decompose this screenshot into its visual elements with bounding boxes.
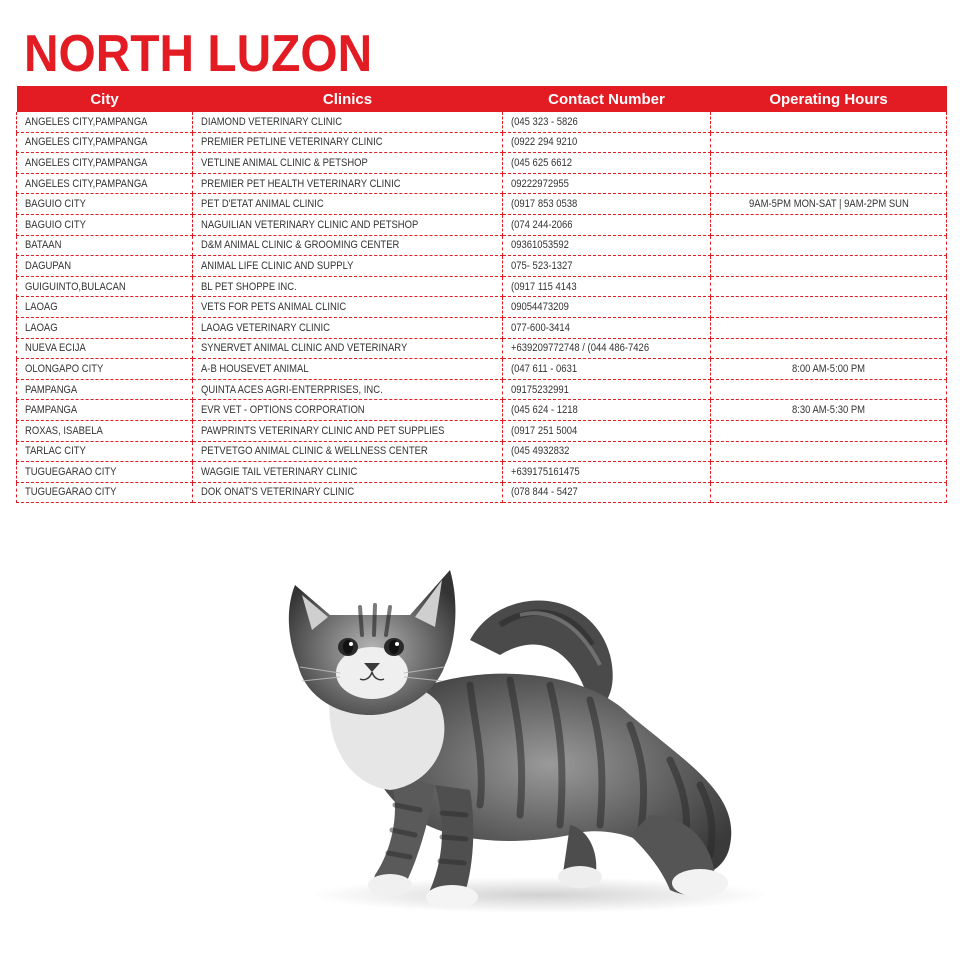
cell-operating-hours <box>711 379 947 400</box>
cell-city <box>17 441 193 462</box>
cell-contact-number-text: (0922 294 9210 <box>511 136 578 149</box>
cell-operating-hours <box>711 173 947 194</box>
cell-operating-hours <box>711 235 947 256</box>
table-row <box>17 482 947 503</box>
cell-clinic-text: DIAMOND VETERINARY CLINIC <box>201 115 343 128</box>
cell-clinic-text: LAOAG VETERINARY CLINIC <box>201 321 330 334</box>
header-contact-number: Contact Number <box>503 86 711 112</box>
cell-contact-number-text: (0917 115 4143 <box>511 280 577 293</box>
cell-operating-hours <box>711 338 947 359</box>
cell-operating-hours <box>711 276 947 297</box>
cell-contact-number <box>503 462 711 483</box>
cell-city <box>17 482 193 503</box>
cell-clinic-text: ANIMAL LIFE CLINIC AND SUPPLY <box>201 259 354 272</box>
cell-city <box>17 420 193 441</box>
cell-clinic-text: PETVETGO ANIMAL CLINIC & WELLNESS CENTER <box>201 445 428 458</box>
cell-contact-number <box>503 276 711 297</box>
cell-clinic <box>193 173 503 194</box>
cell-contact-number-text: +639175161475 <box>511 465 580 478</box>
cell-clinic <box>193 297 503 318</box>
cell-contact-number-text: (0917 251 5004 <box>511 424 578 437</box>
cell-contact-number <box>503 214 711 235</box>
cell-operating-hours <box>711 400 947 421</box>
cell-contact-number <box>503 359 711 380</box>
table-header-row <box>17 86 947 112</box>
cell-clinic <box>193 235 503 256</box>
cell-city <box>17 112 193 132</box>
cell-city <box>17 153 193 174</box>
table-row <box>17 441 947 462</box>
cell-contact-number-text: 09175232991 <box>511 383 569 396</box>
cell-operating-hours <box>711 214 947 235</box>
cell-operating-hours <box>711 420 947 441</box>
cell-clinic-text: PET D'ETAT ANIMAL CLINIC <box>201 198 324 211</box>
cell-contact-number-text: 09222972955 <box>511 177 569 190</box>
cell-clinic-text: D&M ANIMAL CLINIC & GROOMING CENTER <box>201 239 400 252</box>
cell-clinic-text: NAGUILIAN VETERINARY CLINIC AND PETSHOP <box>201 218 419 231</box>
cell-contact-number <box>503 400 711 421</box>
table-row <box>17 276 947 297</box>
cell-city <box>17 132 193 153</box>
cell-city-text: GUIGUINTO,BULACAN <box>25 280 126 293</box>
cell-city <box>17 338 193 359</box>
cell-city-text: ANGELES CITY,PAMPANGA <box>25 115 148 128</box>
cell-contact-number <box>503 338 711 359</box>
cell-city <box>17 462 193 483</box>
cell-city-text: TARLAC CITY <box>25 445 86 458</box>
cell-operating-hours <box>711 132 947 153</box>
cell-contact-number-text: 077-600-3414 <box>511 321 570 334</box>
cell-contact-number <box>503 112 711 132</box>
cell-operating-hours <box>711 359 947 380</box>
cell-city-text: ANGELES CITY,PAMPANGA <box>25 136 148 149</box>
cell-clinic <box>193 482 503 503</box>
cell-city-text: OLONGAPO CITY <box>25 362 104 375</box>
cell-city <box>17 214 193 235</box>
cell-contact-number-text: (045 625 6612 <box>511 156 573 169</box>
cell-operating-hours <box>711 297 947 318</box>
cell-clinic-text: SYNERVET ANIMAL CLINIC AND VETERINARY <box>201 342 408 355</box>
header-city: City <box>17 86 193 112</box>
header-clinics: Clinics <box>193 86 503 112</box>
cell-clinic <box>193 132 503 153</box>
cell-city <box>17 359 193 380</box>
cell-city-text: BAGUIO CITY <box>25 218 86 231</box>
cell-city <box>17 194 193 215</box>
cell-contact-number <box>503 256 711 277</box>
cell-city <box>17 173 193 194</box>
table-row <box>17 214 947 235</box>
cell-city-text: ANGELES CITY,PAMPANGA <box>25 177 148 190</box>
cell-contact-number <box>503 379 711 400</box>
cell-city <box>17 256 193 277</box>
cell-contact-number-text: (078 844 - 5427 <box>511 486 578 499</box>
table-row <box>17 420 947 441</box>
cell-clinic-text: VETS FOR PETS ANIMAL CLINIC <box>201 301 347 314</box>
table-row <box>17 256 947 277</box>
cell-clinic <box>193 379 503 400</box>
cell-contact-number-text: 075- 523-1327 <box>511 259 573 272</box>
table-row <box>17 194 947 215</box>
cell-clinic <box>193 214 503 235</box>
table-row <box>17 462 947 483</box>
cell-operating-hours <box>711 482 947 503</box>
cell-operating-hours <box>711 153 947 174</box>
cell-contact-number <box>503 441 711 462</box>
cell-clinic-text: PAWPRINTS VETERINARY CLINIC AND PET SUPPLIES <box>201 424 445 437</box>
cell-contact-number <box>503 420 711 441</box>
table-row <box>17 338 947 359</box>
cell-contact-number-text: +639209772748 / (044 486-7426 <box>511 342 650 355</box>
cell-city-text: NUEVA ECIJA <box>25 342 86 355</box>
cell-contact-number <box>503 194 711 215</box>
header-operating-hours: Operating Hours <box>711 86 947 112</box>
table-row <box>17 317 947 338</box>
cell-contact-number-text: (0917 853 0538 <box>511 198 578 211</box>
table-row <box>17 297 947 318</box>
cell-city <box>17 297 193 318</box>
cell-city-text: BAGUIO CITY <box>25 198 86 211</box>
cell-clinic-text: PREMIER PET HEALTH VETERINARY CLINIC <box>201 177 401 190</box>
cell-operating-hours <box>711 256 947 277</box>
cell-clinic <box>193 359 503 380</box>
cell-contact-number-text: 09054473209 <box>511 301 569 314</box>
cell-city <box>17 400 193 421</box>
cell-contact-number <box>503 235 711 256</box>
cell-contact-number-text: (047 611 - 0631 <box>511 362 578 375</box>
cell-contact-number <box>503 482 711 503</box>
cell-clinic <box>193 462 503 483</box>
cell-city-text: PAMPANGA <box>25 383 78 396</box>
cell-city-text: TUGUEGARAO CITY <box>25 465 117 478</box>
cell-city <box>17 235 193 256</box>
table-row <box>17 132 947 153</box>
cell-clinic-text: QUINTA ACES AGRI-ENTERPRISES, INC. <box>201 383 383 396</box>
cell-city <box>17 379 193 400</box>
cell-contact-number-text: 09361053592 <box>511 239 569 252</box>
cell-clinic-text: PREMIER PETLINE VETERINARY CLINIC <box>201 136 383 149</box>
cell-contact-number-text: (074 244-2066 <box>511 218 573 231</box>
cell-city-text: DAGUPAN <box>25 259 72 272</box>
cell-city <box>17 276 193 297</box>
table-row <box>17 173 947 194</box>
cell-contact-number <box>503 132 711 153</box>
cell-city-text: ROXAS, ISABELA <box>25 424 103 437</box>
cell-clinic <box>193 338 503 359</box>
cell-contact-number-text: (045 4932832 <box>511 445 570 458</box>
table-row <box>17 400 947 421</box>
cell-clinic-text: VETLINE ANIMAL CLINIC & PETSHOP <box>201 156 368 169</box>
cell-clinic <box>193 256 503 277</box>
cell-city-text: LAOAG <box>25 301 58 314</box>
cell-clinic-text: BL PET SHOPPE INC. <box>201 280 297 293</box>
cell-contact-number-text: (045 624 - 1218 <box>511 404 578 417</box>
cell-clinic <box>193 153 503 174</box>
cell-contact-number <box>503 297 711 318</box>
page-title: NORTH LUZON <box>24 25 373 83</box>
cell-city-text: BATAAN <box>25 239 62 252</box>
cell-operating-hours-text: 8:00 AM-5:00 PM <box>791 362 866 375</box>
cell-contact-number <box>503 317 711 338</box>
cell-clinic <box>193 194 503 215</box>
cell-clinic <box>193 317 503 338</box>
table-row <box>17 379 947 400</box>
table-row <box>17 235 947 256</box>
cell-clinic-text: DOK ONAT'S VETERINARY CLINIC <box>201 486 355 499</box>
clinic-table <box>16 86 947 503</box>
cell-city-text: TUGUEGARAO CITY <box>25 486 117 499</box>
table-row <box>17 112 947 132</box>
cell-operating-hours <box>711 194 947 215</box>
cell-operating-hours <box>711 317 947 338</box>
cell-contact-number <box>503 153 711 174</box>
table-row <box>17 153 947 174</box>
cell-clinic <box>193 441 503 462</box>
cell-city-text: PAMPANGA <box>25 404 78 417</box>
cell-clinic <box>193 420 503 441</box>
cell-clinic <box>193 276 503 297</box>
cell-clinic-text: WAGGIE TAIL VETERINARY CLINIC <box>201 465 358 478</box>
cell-city-text: LAOAG <box>25 321 58 334</box>
cell-clinic-text: A-B HOUSEVET ANIMAL <box>201 362 309 375</box>
cell-clinic-text: EVR VET - OPTIONS CORPORATION <box>201 404 365 417</box>
cell-city <box>17 317 193 338</box>
kitten-image <box>270 545 790 925</box>
cell-operating-hours <box>711 441 947 462</box>
cell-operating-hours <box>711 462 947 483</box>
cell-clinic <box>193 112 503 132</box>
cell-contact-number-text: (045 323 - 5826 <box>511 115 578 128</box>
cell-operating-hours-text: 9AM-5PM MON-SAT | 9AM-2PM SUN <box>748 198 909 211</box>
cell-operating-hours-text: 8:30 AM-5:30 PM <box>791 404 866 417</box>
table-body <box>17 112 947 503</box>
table-row <box>17 359 947 380</box>
cell-clinic <box>193 400 503 421</box>
cell-operating-hours <box>711 112 947 132</box>
cell-contact-number <box>503 173 711 194</box>
cell-city-text: ANGELES CITY,PAMPANGA <box>25 156 148 169</box>
